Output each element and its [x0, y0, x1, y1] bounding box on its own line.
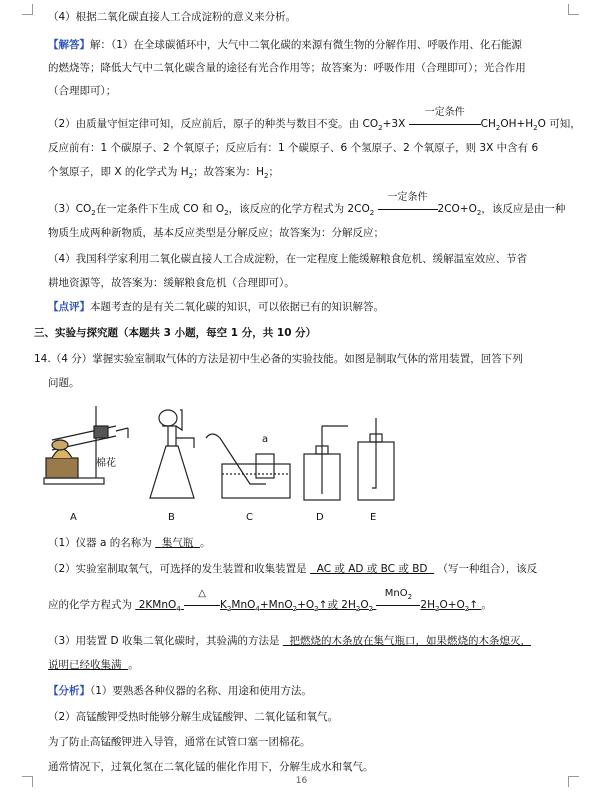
subscript: 2	[533, 124, 538, 133]
text-line: （4）我国科学家利用二氧化碳直接人工合成淀粉，在一定程度上能缓解粮食危机、缓解温室效应、节省	[48, 253, 528, 265]
subscript: 2	[476, 209, 482, 218]
q-text: （写一种组合），该反	[437, 563, 538, 575]
figure-label-a: A	[70, 512, 77, 523]
eq-text: CH	[480, 118, 496, 130]
heat-symbol: △	[198, 588, 206, 599]
question-2-equation	[48, 588, 492, 616]
equation-line	[48, 107, 581, 135]
subscript: 2	[224, 209, 229, 218]
subscript: 2	[188, 172, 194, 181]
text-line: （合理即可）；	[48, 85, 117, 97]
question-3-cont	[48, 658, 139, 672]
condition-arrow	[378, 192, 438, 216]
eq-text: O 可知，	[537, 118, 581, 130]
subscript: 2	[369, 209, 375, 218]
q-text: 。	[481, 599, 492, 611]
figure-label-b: B	[168, 512, 175, 523]
apparatus-figure	[0, 398, 603, 528]
text-line: 问题。	[48, 377, 80, 389]
text-line: 为了防止高锰酸钾进入导管，通常在试管口塞一团棉花。	[48, 736, 311, 748]
corner-mark-top-left	[22, 4, 33, 15]
subscript: 2	[91, 209, 96, 218]
text-line: （2）高锰酸钾受热时能够分解生成锰酸钾、二氧化锰和氧气。	[48, 711, 339, 723]
eq-text: （3）CO	[48, 203, 92, 215]
corner-mark-top-right	[568, 4, 579, 15]
condition-label: 一定条件	[424, 107, 465, 118]
apparatus-c	[206, 434, 290, 498]
comment-text: 本题考查的是有关二氧化碳的知识，可以依据已有的知识解答。	[90, 301, 384, 313]
eq-text: OH+H	[500, 118, 534, 130]
question-3	[48, 634, 531, 648]
text-line	[48, 165, 279, 183]
question-stem: 14.（4 分）掌握实验室制取气体的方法是初中生必备的实验技能。如图是制取气体的常用装置，回答下列	[34, 353, 523, 365]
subscript: 2	[263, 172, 269, 181]
answer-fill: AC 或 AD 或 BC 或 BD	[316, 563, 428, 575]
subscript: 2	[378, 124, 383, 133]
eq-text: 2CO+O	[437, 203, 477, 215]
q-text: 。	[200, 537, 211, 549]
equation-line	[48, 192, 566, 220]
text-line: 反应前有：1 个碳原子、2 个氧原子；反应后有：1 个碳原子、6 个氢原子、2 个氧原子，则 3X 中含有 6	[48, 142, 539, 154]
answer-fill: 把燃烧的木条放在集气瓶口，如果燃烧的木条熄灭，	[289, 635, 531, 647]
apparatus-d	[304, 426, 348, 500]
catalyst-label: MnO	[384, 588, 408, 599]
eq-text: 在一定条件下生成 CO 和 O	[95, 203, 225, 215]
condition-arrow	[409, 107, 481, 131]
analysis-tag: 【分析】	[48, 685, 90, 697]
comment-line	[48, 300, 384, 314]
q-text: 应的化学方程式为	[48, 599, 132, 611]
figure-label-c: C	[246, 512, 253, 523]
answer-fill: 2KMnO$_4$ △ $K_2MnO_4+MnO_2+O_2↑$或 $2H_2O_2$ MnO$_2$ $2H_2O+O_2↑$	[138, 588, 479, 614]
q-text: （2）实验室制取氧气，可选择的发生装置和收集装置是	[48, 563, 307, 575]
eq-text: （2）由质量守恒定律可知，反应前后，原子的种类与数目不变。由 CO	[48, 118, 379, 130]
section-heading: 三、实验与探究题（本题共 3 小题，每空 1 分，共 10 分）	[34, 327, 317, 339]
comment-tag: 【点评】	[48, 301, 90, 313]
eq-text: +3X	[382, 118, 406, 130]
apparatus-b	[150, 410, 194, 498]
instrument-a-label: a	[262, 434, 269, 445]
apparatus-a	[44, 406, 128, 484]
figure-label-e: E	[370, 512, 377, 523]
eq-text: ；	[268, 166, 279, 178]
answer-fill: 集气瓶	[161, 537, 194, 549]
q-text: 。	[128, 659, 139, 671]
q-text: （1）仪器 a 的名称为	[48, 537, 152, 549]
text-line: （4）根据二氧化碳直接人工合成淀粉的意义来分析。	[48, 11, 297, 23]
analysis-text: （1）要熟悉各种仪器的名称、用途和使用方法。	[90, 685, 312, 697]
subscript: 2	[495, 124, 501, 133]
text-line: 耕地资源等，故答案为：缓解粮食危机（合理即可）。	[48, 277, 295, 289]
question-2	[48, 562, 537, 576]
answer-line	[48, 38, 522, 52]
question-1	[48, 536, 211, 550]
condition-label: 一定条件	[387, 192, 428, 203]
text-line: 物质生成两种新物质，基本反应类型是分解反应；故答案为：分解反应；	[48, 227, 384, 239]
apparatus-e	[358, 418, 394, 500]
q-text: （3）用装置 D 收集二氧化碳时，其验满的方法是	[48, 635, 280, 647]
text-line: 通常情况下，过氧化氢在二氧化锰的催化作用下，分解生成水和氧气。	[48, 761, 374, 773]
analysis-line	[48, 684, 312, 698]
page-number: 16	[295, 776, 308, 786]
figure-label-d: D	[316, 512, 324, 523]
eq-text: 个氢原子，即 X 的化学式为 H	[48, 166, 189, 178]
answer-fill: 说明已经收集满	[48, 659, 122, 671]
eq-text: ，该反应的化学方程式为 2CO	[228, 203, 370, 215]
text-line: 的燃烧等；降低大气中二氧化碳含量的途径有光合作用等；故答案为：呼吸作用（合理即可）；光合作用	[48, 62, 526, 74]
eq-text: ；故答案为：H	[193, 166, 264, 178]
eq-text: ，该反应是由一种	[481, 203, 566, 215]
answer-text: 解：（1）在全球碳循环中，大气中二氧化碳的来源有微生物的分解作用、呼吸作用、化石能源	[90, 39, 522, 51]
cotton-label: 棉花	[96, 458, 116, 469]
answer-tag: 【解答】	[48, 39, 90, 51]
